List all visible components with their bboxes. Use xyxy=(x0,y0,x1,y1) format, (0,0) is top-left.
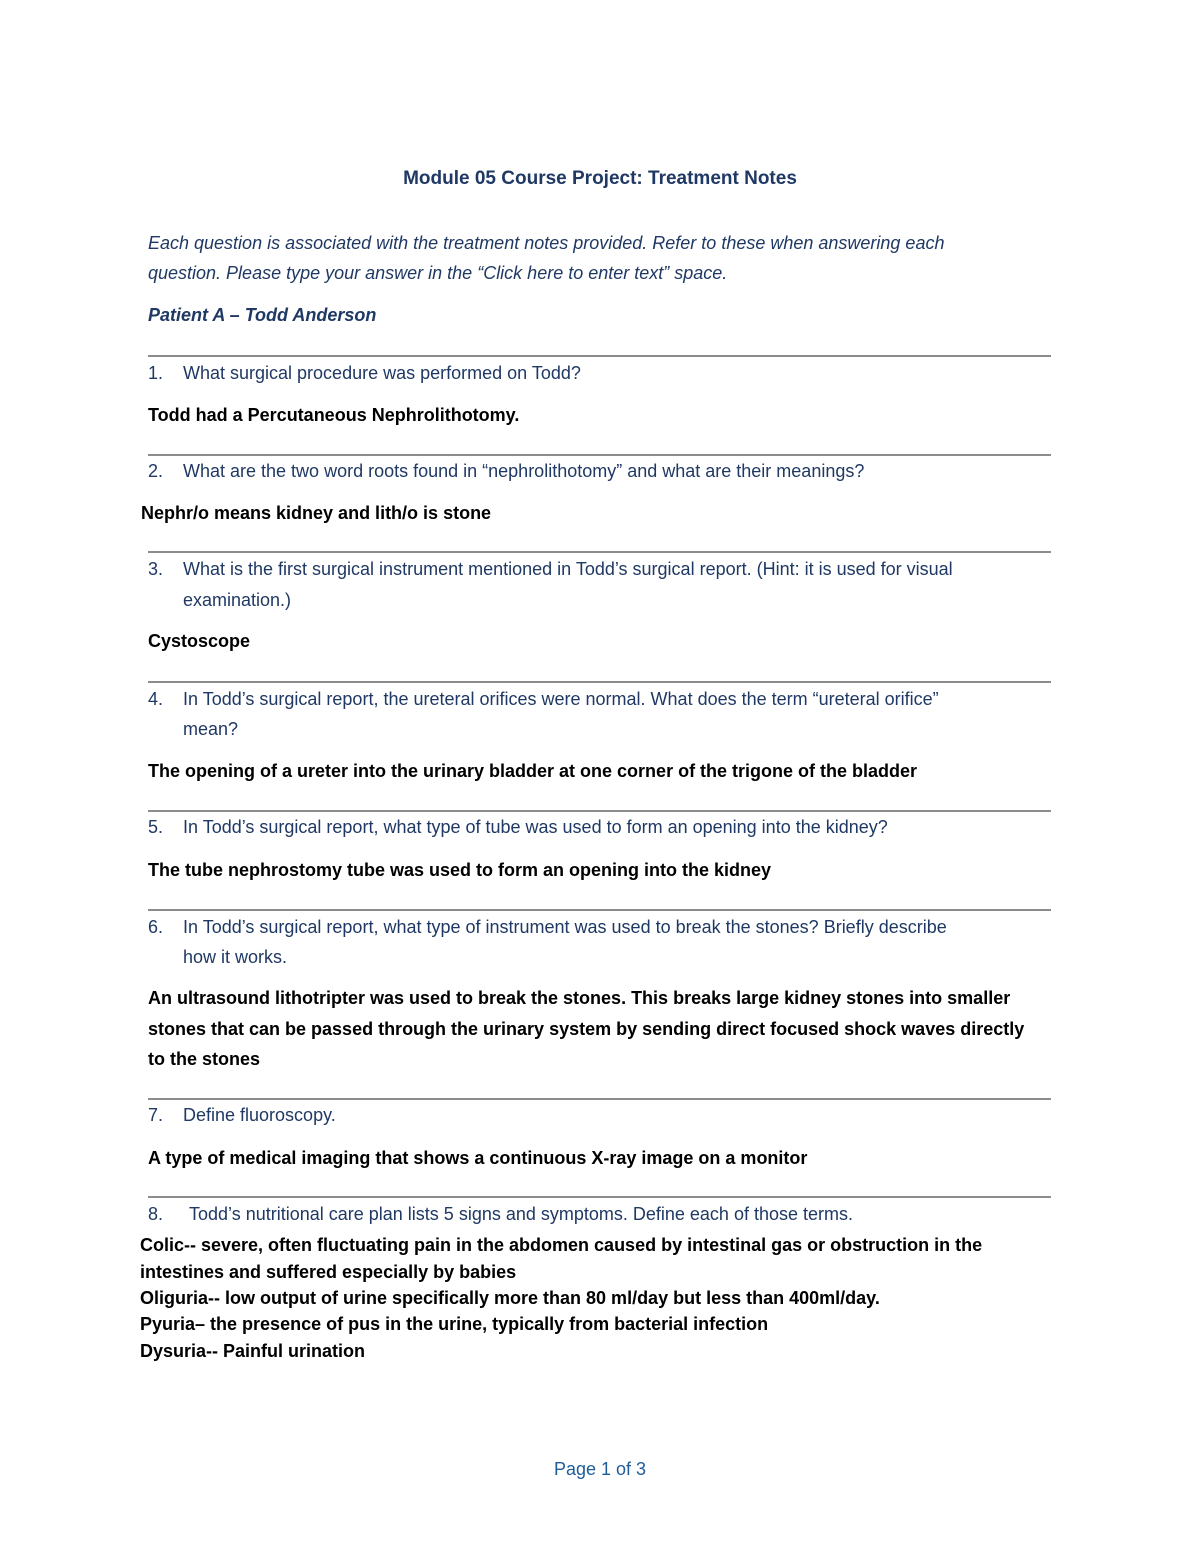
answer-text[interactable]: stones that can be passed through the urinary system by sending direct focused shock waves directly xyxy=(148,1019,1025,1039)
answer-text[interactable]: Dysuria-- Painful urination xyxy=(140,1341,366,1361)
question-number: 8. xyxy=(148,1204,164,1224)
question-text: Todd’s nutritional care plan lists 5 signs and symptoms. Define each of those terms. xyxy=(189,1204,853,1224)
question-text: how it works. xyxy=(183,947,288,967)
answer-text[interactable]: An ultrasound lithotripter was used to break the stones. This breaks large kidney stones into smaller xyxy=(148,988,1011,1008)
intro-line-1: Each question is associated with the treatment notes provided. Refer to these when answering each xyxy=(148,233,945,253)
question-text: In Todd’s surgical report, what type of instrument was used to break the stones? Briefly describe xyxy=(183,917,947,937)
answer-text[interactable]: Pyuria– the presence of pus in the urine, typically from bacterial infection xyxy=(140,1314,769,1334)
question-text: mean? xyxy=(183,719,239,739)
answer-text[interactable]: to the stones xyxy=(148,1049,261,1069)
question-number: 4. xyxy=(148,689,164,709)
question-number: 2. xyxy=(148,461,164,481)
answer-text[interactable]: Cystoscope xyxy=(148,631,251,651)
page-number: Page 1 of 3 xyxy=(553,1459,647,1479)
question-text: In Todd’s surgical report, the ureteral orifices were normal. What does the term “ureteral orifice” xyxy=(183,689,939,709)
intro-line-2: question. Please type your answer in the “Click here to enter text” space. xyxy=(148,263,728,283)
question-number: 7. xyxy=(148,1105,164,1125)
answer-text[interactable]: The opening of a ureter into the urinary bladder at one corner of the trigone of the bladder xyxy=(148,761,918,781)
answer-text[interactable]: The tube nephrostomy tube was used to form an opening into the kidney xyxy=(148,860,772,880)
divider xyxy=(148,810,1051,812)
answer-text[interactable]: A type of medical imaging that shows a continuous X-ray image on a monitor xyxy=(148,1148,808,1168)
question-number: 6. xyxy=(148,917,164,937)
answer-text[interactable]: Nephr/o means kidney and lith/o is stone xyxy=(141,503,492,523)
divider xyxy=(148,1098,1051,1100)
question-number: 3. xyxy=(148,559,164,579)
divider xyxy=(148,909,1051,911)
answer-text[interactable]: Oliguria-- low output of urine specifically more than 80 ml/day but less than 400ml/day. xyxy=(140,1288,880,1308)
patient-heading: Patient A – Todd Anderson xyxy=(148,305,377,325)
question-text: Define fluoroscopy. xyxy=(183,1105,336,1125)
question-text: What is the first surgical instrument mentioned in Todd’s surgical report. (Hint: it is used for visual xyxy=(183,559,953,579)
answer-text[interactable]: intestines and suffered especially by babies xyxy=(140,1262,517,1282)
divider xyxy=(148,355,1051,357)
answer-text[interactable]: Colic-- severe, often fluctuating pain in the abdomen caused by intestinal gas or obstruction in the xyxy=(140,1235,983,1255)
page-title: Module 05 Course Project: Treatment Notes xyxy=(403,168,797,189)
divider xyxy=(148,551,1051,553)
divider xyxy=(148,1196,1051,1198)
divider xyxy=(148,681,1051,683)
question-number: 5. xyxy=(148,817,164,837)
question-text: In Todd’s surgical report, what type of tube was used to form an opening into the kidney? xyxy=(183,817,888,837)
divider xyxy=(148,454,1051,456)
question-text: What surgical procedure was performed on Todd? xyxy=(183,363,581,383)
question-number: 1. xyxy=(148,363,164,383)
answer-text[interactable]: Todd had a Percutaneous Nephrolithotomy. xyxy=(148,405,520,425)
question-text: What are the two word roots found in “nephrolithotomy” and what are their meanings? xyxy=(183,461,865,481)
question-text: examination.) xyxy=(183,590,292,610)
